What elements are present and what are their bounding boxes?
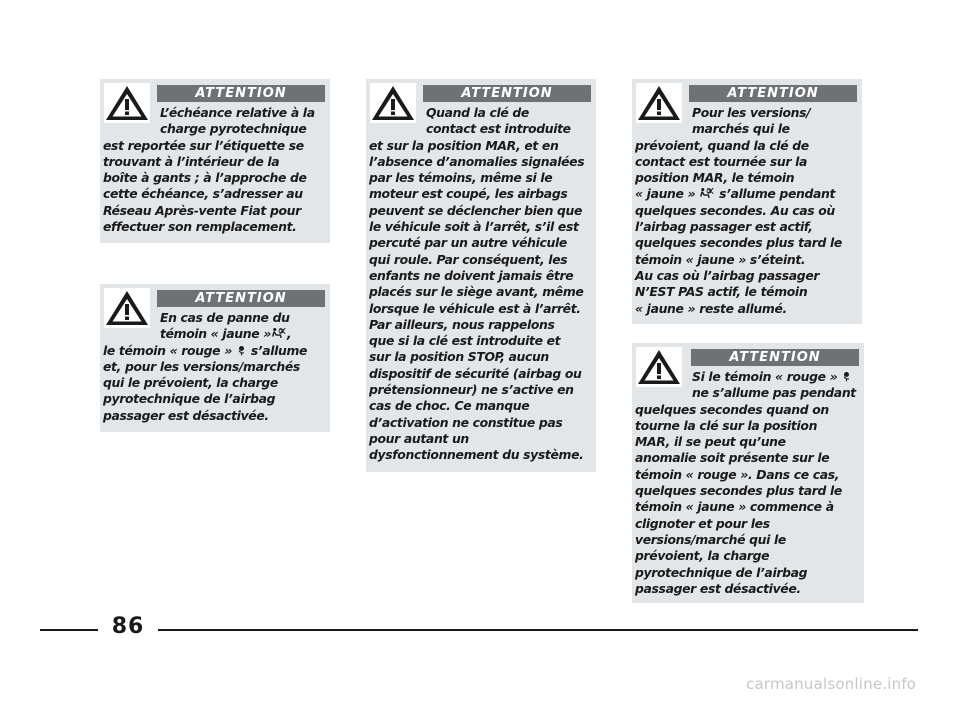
warning-text: Pour les versions/ marchés qui le prévoient, quand la clé de contact est tournée sur la position MAR, le témoin « jaune » s’allume pendant quelques secondes. Au cas où l’airbag passager est actif, quelques secondes plus tard le témoin « jaune » s’éteint. Au cas où l’airbag passager N’EST PAS actif, le témoin « jaune » reste allumé. (635, 105, 842, 316)
page-rule-left (40, 629, 98, 631)
attention-header: ATTENTION (691, 349, 859, 366)
airbag-off-warning-icon (272, 327, 286, 339)
warning-box-2 (100, 284, 330, 432)
warning-box-3 (366, 79, 596, 472)
warning-box-1 (100, 79, 330, 243)
attention-header: ATTENTION (423, 85, 591, 102)
warning-text: Si le témoin « rouge » ne s’allume pas pendant quelques secondes quand on tourne la clé sur la position MAR, il se peut qu’une anomalie soit présente sur le témoin « rouge ». Dans ce cas, quelques secondes plus tard le témoin « jaune » commence à clignoter et pour les versions/marché qui le prévoient, la charge pyrotechnique de l’airbag passager est désactivée. (635, 369, 856, 596)
page-number: 86 (111, 614, 145, 639)
warning-text: Quand la clé de contact est introduite et sur la position MAR, et en l’absence d’anomalies signalées par les témoins, même si le moteur est coupé, les airbags peuvent se déclencher bien que le véhicule soit à l’arrêt, s’il est percuté par un autre véhicule qui roule. Par conséquent, les enfants ne doivent jamais être placés sur le siège avant, même lorsque le véhicule est à l’arrêt. Par ailleurs, nous rappelons que si la clé est introduite et sur la position STOP, aucun dispositif de sécurité (airbag ou prétensionneur) ne s’active en cas de choc. Ce manque d’activation ne constitue pas pour autant un dysfonctionnement du système. (369, 105, 585, 463)
airbag-warning-icon (237, 346, 246, 356)
airbag-warning-icon (842, 372, 851, 382)
attention-header: ATTENTION (157, 85, 325, 102)
airbag-off-warning-icon (700, 187, 714, 199)
warning-text: L’échéance relative à la charge pyrotechnique est reportée sur l’étiquette se trouvant à l’intérieur de la boîte à gants ; à l’approche de cette échéance, s’adresser au Réseau Après-vente Fiat pour effectuer son remplacement. (103, 105, 315, 235)
watermark-text: carmanualsonline.info (746, 675, 917, 693)
attention-header: ATTENTION (689, 85, 857, 102)
attention-header: ATTENTION (157, 290, 325, 307)
warning-text: En cas de panne du témoin « jaune » , le témoin « rouge » s’allume et, pour les versions/marchés qui le prévoient, la charge pyrotechnique de l’airbag passager est désactivée. (103, 310, 308, 423)
warning-box-5 (632, 343, 864, 603)
page-rule-right (158, 629, 918, 631)
warning-box-4 (632, 79, 862, 324)
